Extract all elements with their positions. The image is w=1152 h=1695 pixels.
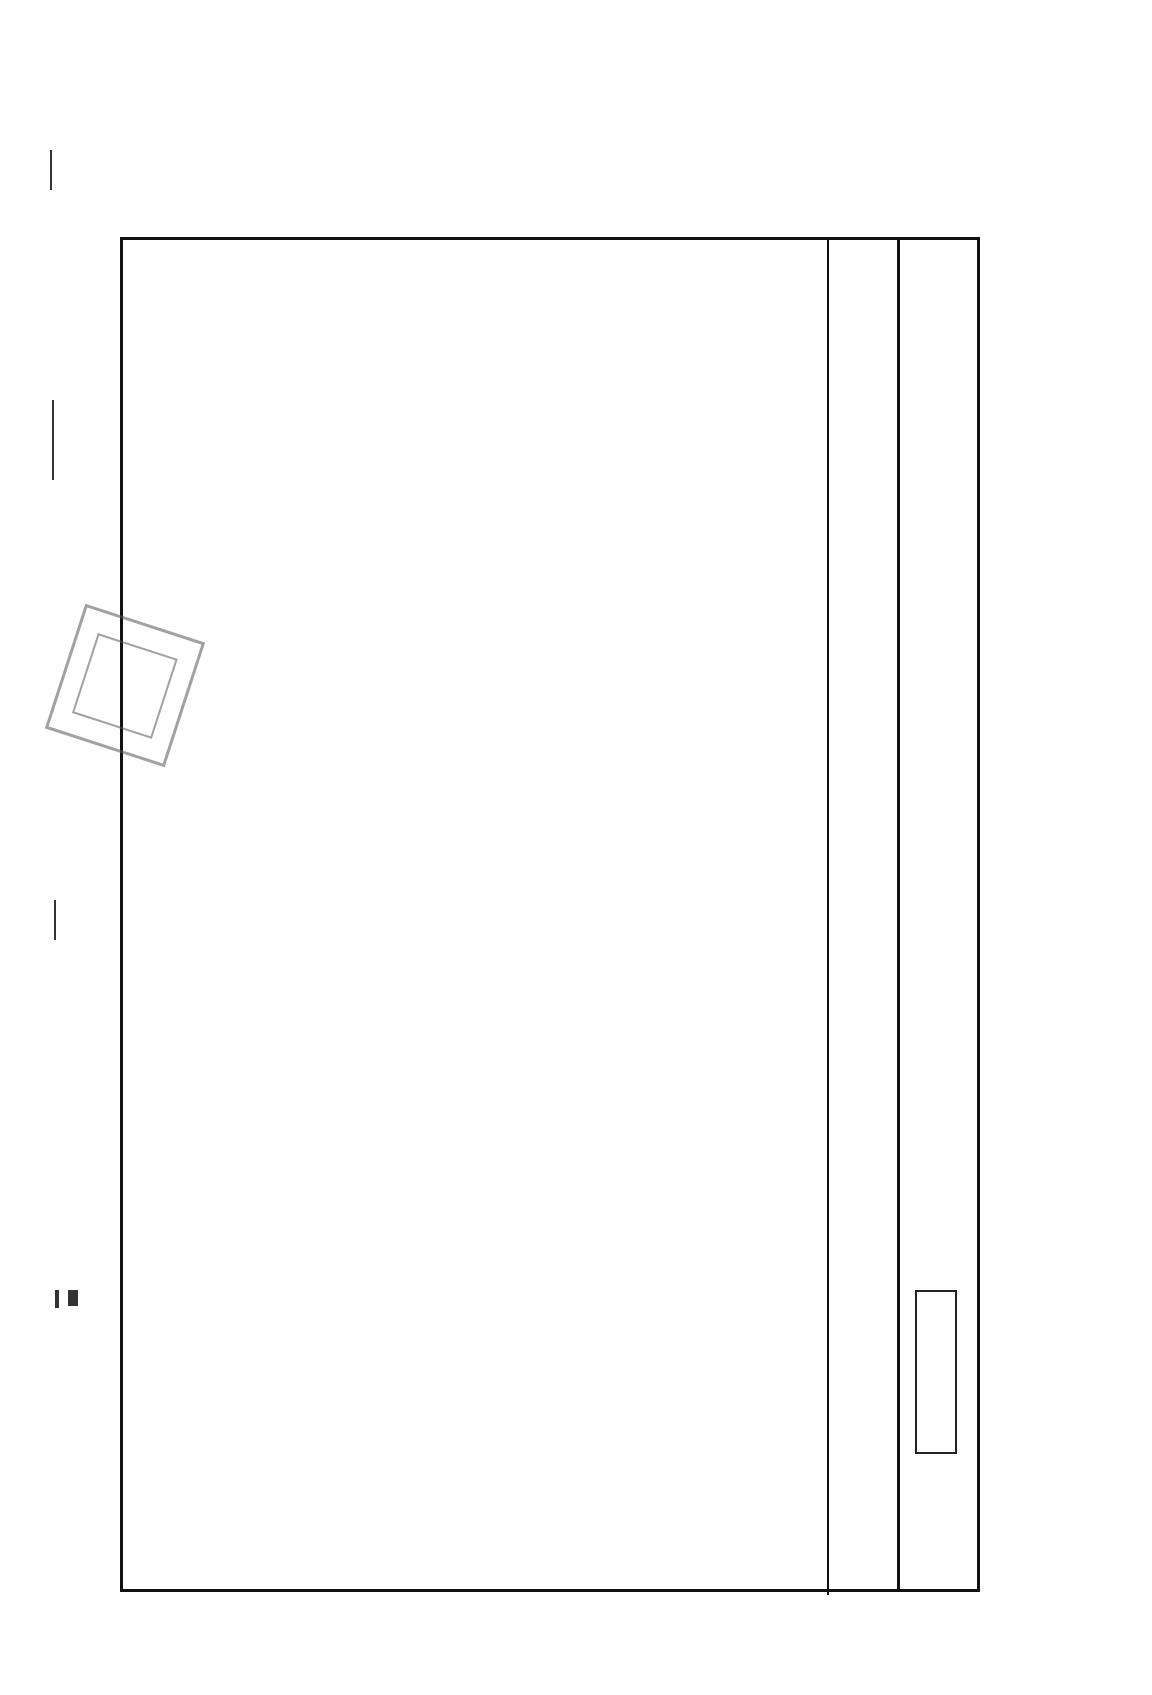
form-body bbox=[120, 237, 900, 1592]
side-stamp-box bbox=[915, 1290, 957, 1454]
section-label bbox=[827, 240, 897, 1595]
scan-mark bbox=[52, 400, 54, 480]
scan-mark bbox=[68, 1290, 78, 1306]
scan-mark bbox=[50, 150, 52, 190]
scan-mark bbox=[54, 900, 56, 940]
scan-mark bbox=[55, 1290, 59, 1308]
rotated-form bbox=[120, 237, 980, 1592]
